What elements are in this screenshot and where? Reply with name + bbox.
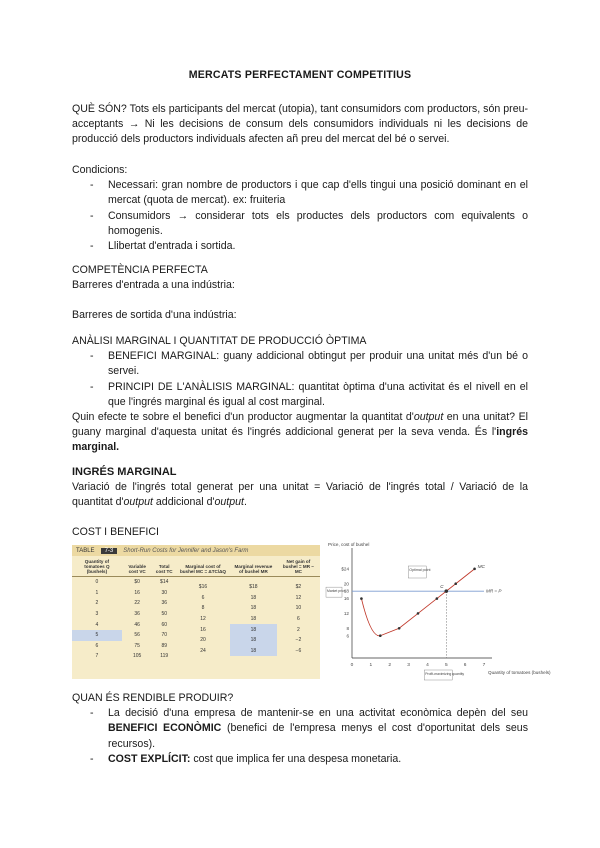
table-cell: 6 [297, 616, 300, 623]
table-cell: 7 [95, 653, 99, 660]
intro-paragraph [72, 102, 528, 148]
ingres-heading: INGRÉS MARGINAL [72, 466, 177, 478]
list-item [72, 706, 528, 752]
mc-point [379, 634, 382, 637]
table-cell: 12 [200, 616, 206, 623]
mc-point [473, 568, 476, 571]
table-cell: 119 [160, 653, 169, 660]
x-tick-label: 2 [388, 663, 392, 668]
quan-item1-text-b: (benefici de l'empresa menys el cost d'oportunitat dels seus recursos). [108, 722, 528, 750]
optimal-point [444, 589, 448, 593]
table-cell: 2 [297, 626, 300, 633]
list-item [72, 752, 528, 767]
table-cell: $18 [249, 584, 258, 591]
mc-label: MC [477, 564, 486, 570]
ingres-section [72, 465, 528, 511]
table-header: Net gain of bushel = MR − MC [277, 558, 320, 577]
table-header: Total cost TC [152, 558, 176, 577]
x-tick-label: 4 [426, 663, 429, 668]
cost-section [72, 525, 528, 540]
table-cell: 18 [230, 635, 277, 646]
table-cell: 5 [72, 630, 122, 641]
competencia-heading: COMPETÈNCIA PERFECTA [72, 264, 208, 276]
table-cell: 6 [201, 594, 205, 601]
x-tick-label: 6 [463, 663, 467, 668]
table-cell: 8 [201, 605, 205, 612]
table-cell: 46 [134, 621, 140, 628]
table-cell: 1 [95, 589, 99, 596]
x-tick-label: 7 [482, 663, 486, 668]
optimal-box-label: Optimal point [409, 568, 431, 572]
quan-heading: QUAN ÉS RENDIBLE PRODUIR? [72, 692, 234, 704]
mr-label: MR = P [486, 588, 502, 594]
table-cell: 20 [200, 637, 206, 644]
analisi-section [72, 334, 528, 456]
y-tick-label: 18 [343, 588, 349, 594]
table-cell: 18 [230, 624, 277, 635]
x-tick-label: 3 [407, 663, 410, 668]
table-cell [230, 656, 277, 667]
table-cell: 36 [134, 611, 140, 618]
table-cell [176, 656, 230, 667]
competencia-exit-barriers: Barreres de sortida d'una indústria: [72, 309, 237, 322]
table-row [72, 577, 320, 588]
y-tick-label: 12 [343, 611, 349, 617]
table-title: Short-Run Costs for Jennifer and Jason's Farm [123, 547, 249, 554]
y-tick-label: 8 [346, 625, 349, 631]
table-cell: $16 [198, 584, 208, 591]
conditions-heading: Condicions: [72, 164, 128, 176]
analisi-list [72, 349, 528, 410]
intro-lead: QUÈ SÓN? [72, 103, 127, 115]
table-cell: 56 [134, 632, 140, 639]
mc-point [417, 612, 420, 615]
market-price-label: Market price [327, 589, 346, 594]
table-header: Marginal revenue of bushel MR [230, 558, 277, 577]
competencia-entry-barriers: Barreres d'entrada a una indústria: [72, 279, 235, 292]
table-cell: $2 [295, 584, 302, 591]
cost-table-figure [72, 545, 320, 679]
table-cell: 30 [161, 589, 167, 596]
mc-point [360, 597, 363, 600]
quan-section [72, 691, 528, 767]
table-caption [72, 545, 320, 556]
conditions-list [72, 178, 528, 254]
chart-svg [326, 540, 551, 686]
quan-item2-text: cost que implica fer una despesa monetaria. [190, 752, 402, 765]
table-header: Quantity of tomatoes Q (bushels) [72, 558, 122, 577]
mc-point [436, 597, 439, 600]
y-tick-label: 6 [346, 633, 349, 639]
table-cell: 18 [230, 646, 277, 657]
table-cell: $14 [160, 579, 169, 586]
table-header: Variable cost VC [122, 558, 153, 577]
table-cell: 50 [161, 611, 167, 618]
analisi-output-term: output [413, 411, 444, 424]
mc-point [398, 627, 401, 630]
analisi-text-b: en una unitat? El guany marginal d'aquesta unitat és l'ingrés addicional generat per la seva venda. És l' [72, 411, 528, 439]
table-cell: 6 [95, 642, 99, 649]
table-cell: 18 [250, 605, 257, 612]
table-cell: 36 [161, 600, 167, 607]
intro-text: Tots els participants del mercat (utopia), tant consumidors com productors, són preu-acceptants → Ni les decisions de consum dels consumidors individuals ni les decisions de producció dels productors individuals afecten añ preu del mercat del bé o servei. [72, 103, 529, 146]
mc-series-line [361, 569, 474, 636]
list-item: - BENEFICI MARGINAL: guany addicional obtingut per produir una unitat més d'un bé o servei. [72, 349, 528, 379]
table-cell: 105 [132, 653, 142, 660]
conditions-section [72, 163, 528, 254]
y-tick-label: 20 [343, 581, 349, 587]
table-cell: 10 [295, 605, 302, 612]
ingres-text-c: . [243, 496, 247, 509]
table-label: TABLE [76, 547, 95, 554]
x-tick-label: 1 [369, 663, 373, 668]
competencia-section [72, 263, 528, 324]
point-c-label: C [440, 584, 444, 590]
table-cell: 2 [95, 600, 99, 607]
table-cell: −6 [295, 647, 302, 654]
analisi-bold-term: ingrés marginal. [72, 426, 528, 454]
ingres-output-term: output [123, 496, 153, 509]
y-tick-label: 16 [343, 596, 349, 602]
analisi-heading: ANÀLISI MARGINAL I QUANTITAT DE PRODUCCIÓ ÒPTIMA [72, 335, 367, 347]
table-cell: 70 [161, 632, 167, 639]
table-header: Marginal cost of bushel MC = ΔTC/ΔQ [176, 558, 230, 577]
quan-list [72, 706, 528, 767]
analisi-paragraph [72, 410, 528, 456]
table-cell [277, 656, 320, 667]
table-cell: 18 [250, 594, 257, 601]
table-cell: 22 [134, 600, 140, 607]
ingres-output-term: output [214, 496, 244, 509]
x-axis-label: Quantity of tomatoes (bushels) [488, 670, 551, 675]
ingres-text-b: addicional d' [152, 496, 215, 509]
cost-heading: COST I BENEFICI [72, 526, 159, 538]
x-tick-label: 5 [444, 663, 448, 668]
table-cell: 24 [200, 647, 206, 654]
table-cell: 75 [134, 642, 140, 649]
quan-item2-bold: COST EXPLÍCIT: [108, 752, 191, 765]
quan-item1-bold: BENEFICI ECONÒMIC [108, 722, 222, 735]
mc-mr-chart [326, 540, 551, 686]
list-item: - Necessari: gran nombre de productors i que cap d'ells tingui una posició dominant en el mercat (quota de mercat). ex: fruiteria [72, 178, 528, 208]
analisi-text-a: Quin efecte te sobre el benefici d'un productor augmentar la quantitat d' [72, 411, 414, 424]
y-tick-label: $24 [341, 566, 349, 572]
ingres-paragraph [72, 480, 528, 510]
list-item: - Llibertat d'entrada i sortida. [72, 239, 528, 254]
list-item: - PRINCIPI DE L'ANÀLISIS MARGINAL: quantitat òptima d'una activitat és el nivell en el que l'ingrés marginal és igual al cost marginal. [72, 380, 528, 410]
table-cell: 16 [134, 589, 140, 596]
table-cell: 89 [161, 642, 167, 649]
mc-point [454, 582, 457, 585]
table-cell: 60 [161, 621, 167, 628]
table-cell: −2 [295, 637, 302, 644]
x-tick-label: 0 [350, 663, 354, 668]
ingres-text-a: Variació de l'ingrés total generat per una unitat = Variació de l'ingrés total / Variació de la quantitat d' [72, 481, 528, 509]
table-number: 7-3 [101, 548, 118, 554]
table-cell: $0 [134, 579, 140, 586]
table-cell: 16 [200, 626, 206, 633]
list-item: - Consumidors → considerar tots els productes dels productors com equivalents o homogenis. [72, 209, 528, 239]
table-cell: 0 [95, 579, 99, 586]
table-cell: 3 [95, 611, 99, 618]
page-title: MERCATS PERFECTAMENT COMPETITIUS [188, 69, 412, 81]
table-cell: 12 [295, 594, 302, 601]
quan-item1-text: La decisió d'una empresa de mantenir-se en una activitat econòmica depèn del seu [108, 707, 528, 720]
y-axis-label: Price, cost of bushel [328, 542, 370, 547]
table-cell: 4 [95, 621, 99, 628]
profit-box-label: Profit-maximizing quantity [425, 672, 465, 676]
cost-table [72, 558, 320, 662]
table-cell: 18 [250, 616, 257, 623]
